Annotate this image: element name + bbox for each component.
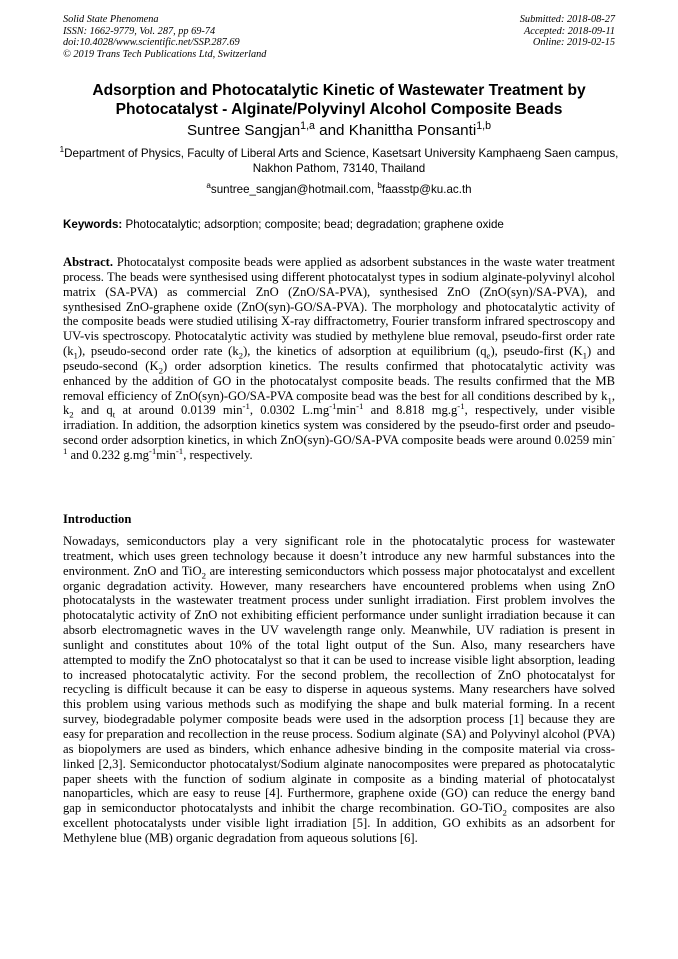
abstract-text: min xyxy=(156,447,176,462)
submitted-date: Submitted: 2018-08-27 xyxy=(519,14,615,25)
abstract-sup: -1 xyxy=(457,401,465,412)
issn-line: ISSN: 1662-9779, Vol. 287, pp 69-74 xyxy=(63,25,216,37)
intro-sub: 2 xyxy=(502,807,507,818)
keywords-text: Photocatalytic; adsorption; composite; bead; degradation; graphene oxide xyxy=(122,218,504,231)
email-line xyxy=(40,183,638,198)
author-list xyxy=(40,121,638,140)
accepted-date: Accepted: 2018-09-11 xyxy=(523,25,615,37)
abstract-sup: -1 xyxy=(329,401,337,412)
title-line-1: Adsorption and Photocatalytic Kinetic of Wastewater Treatment by xyxy=(92,82,586,99)
abstract-text: ), pseudo-second order rate (k xyxy=(77,344,239,359)
email-a: suntree_sangjan@hotmail.com, xyxy=(210,183,378,196)
journal-info xyxy=(63,14,266,60)
keywords-label: Keywords: xyxy=(63,218,123,231)
abstract-sub: 1 xyxy=(582,350,587,361)
intro-sub: 2 xyxy=(201,570,206,581)
abstract-sub: 2 xyxy=(69,409,74,420)
section-heading-introduction: Introduction xyxy=(63,512,132,526)
journal-name: Solid State Phenomena xyxy=(63,14,159,25)
abstract-text: , respectively, under visible irradiation. In addition, the adsorption kinetics system was considered by the pseudo-first order and pseudo-second order adsorption kinetics, in which ZnO(syn)-GO/SA-PVA composite beads were around 0.0259 min xyxy=(63,403,615,448)
abstract-sub: t xyxy=(112,409,116,420)
abstract-text: ), the kinetics of adsorption at equilibrium (q xyxy=(243,344,487,359)
abstract-sup: -1 xyxy=(63,430,615,456)
keywords xyxy=(63,218,615,233)
paper-title xyxy=(40,81,638,119)
abstract-sub: 2 xyxy=(238,350,244,361)
abstract-sup: -1 xyxy=(175,445,184,456)
abstract-text: ) order adsorption kinetics. The results confirmed that photocatalytic activity was enhanced by the addition of GO in the photocatalyst composite beads. The results confirmed that the MB removal efficiency of ZnO(syn)-GO/SA-PVA composite bead was the best for all conditions described by k xyxy=(63,358,616,403)
abstract xyxy=(63,255,615,463)
intro-text: Nowadays, semiconductors play a very significant role in the photocatalytic process for wastewater treatment, which uses green technology because it doesn’t introduce any new harmful substances into the environment. ZnO and TiO xyxy=(63,534,615,578)
email-b: faasstp@ku.ac.th xyxy=(381,183,472,196)
abstract-text: at around 0.0139 min xyxy=(115,403,243,418)
abstract-sup: -1 xyxy=(242,401,250,412)
abstract-sub: 1 xyxy=(607,395,612,406)
intro-text: are interesting semiconductors which possess major photocatalyst and excellent organic degradation activity. However, many researchers have encountered problems when using ZnO photocatalysts in the wastewater treatment process under sunlight irradiation. First problem involves the photocatalytic activity of ZnO not exhibiting efficient performance under sunlight irradiation because it can absorb electromagnetic waves in the UV wavelength range only. Meanwhile, UV radiation is present in sunlight and constitutes about 10% of the total light output of the Sun. Also, many researchers have attempted to modify the ZnO photocatalyst so that it can be used to increase visible light absorption, leading to increased photocatalytic activity. For the second problem, the recollection of ZnO photocatalyst for recycling is difficult because it can be easy to disperse in aqueous systems. Many researchers have solved this problem using various methods such as modifying the shape and bulk material forming. In a recent survey, biodegradable polymer composite beads were used in the adsorption process [1] because they are easy for preparation and recollection in the reuse process. Sodium alginate (SA) and Polyvinyl alcohol (PVA) as biopolymers are used as binders, which enhance adhesive binding in the composite material via cross-linked [2,3]. Semiconductor photocatalyst/Sodium alginate nanocomposites were prepared as photocatalytic paper sheets with the function of sodium alginate in composite as a binding material of photocatalyst nanoparticles, which are easy to reuse [4]. Furthermore, graphene oxide (GO) can reduce the energy band gap in semiconductor photocatalysts and inhibit the charge recombination. GO-TiO xyxy=(63,563,615,816)
abstract-sub: 1 xyxy=(73,350,78,361)
author-1-marker: 1,a xyxy=(300,119,315,132)
abstract-text: , k xyxy=(63,388,615,418)
email-b-marker: b xyxy=(377,181,382,191)
abstract-text: min xyxy=(336,403,357,418)
abstract-label: Abstract. xyxy=(63,255,114,269)
abstract-sub: 2 xyxy=(158,365,163,376)
title-line-2: Photocatalyst - Alginate/Polyvinyl Alcohol Composite Beads xyxy=(115,101,563,118)
abstract-text: ) and pseudo-second (K xyxy=(63,344,616,373)
email-a-marker: a xyxy=(206,181,211,191)
affiliation-text: Department of Physics, Faculty of Liberal Arts and Science, Kasetsart University Kamphaeng Saen campus, Nakhon Pathom, 73140, Thailand xyxy=(64,147,619,175)
author-2-marker: 1,b xyxy=(476,119,491,132)
abstract-sub: e xyxy=(486,350,491,361)
abstract-text: and q xyxy=(73,403,113,418)
affiliation xyxy=(52,147,626,176)
online-date: Online: 2019-02-15 xyxy=(532,37,615,49)
abstract-sup: -1 xyxy=(356,401,364,412)
intro-text: composites are also excellent photocatalysts under visible light irradiation [5]. In addition, GO exhibits as an adsorbent for Methylene blue (MB) organic degradation from aqueous solutions [6]. xyxy=(63,801,615,845)
dates-info xyxy=(520,14,615,49)
doi-line: doi:10.4028/www.scientific.net/SSP.287.69 xyxy=(63,37,240,49)
abstract-text: and 0.232 g.mg xyxy=(67,447,149,462)
abstract-text: Photocatalyst composite beads were applied as adsorbent substances in the waste water treatment process. The beads were synthesised using different photocatalyst types in sodium alginate-polyvinyl alcohol matrix (SA-PVA) as commercial ZnO (ZnO/SA-PVA), synthesised ZnO (ZnO(syn)/SA-PVA), and synthesised ZnO-graphene oxide (ZnO(syn)-GO/SA-PVA). The morphology and photocatalytic activity of the composite beads were studied utilising X-ray diffractometry, Fourier transform infrared spectroscopy and UV-vis spectroscopy. Photocatalytic activity was studied by methylene blue removal, pseudo-first order rate (k xyxy=(63,255,615,359)
abstract-text: ), pseudo-first (K xyxy=(490,344,583,359)
author-connector: and xyxy=(314,122,349,139)
abstract-sup: -1 xyxy=(148,445,157,456)
abstract-text: and 8.818 mg.g xyxy=(363,403,458,418)
abstract-text: , respectively. xyxy=(183,447,253,462)
author-1: Suntree Sangjan xyxy=(187,122,301,139)
copyright-line: © 2019 Trans Tech Publications Ltd, Switzerland xyxy=(63,48,267,60)
affiliation-marker: 1 xyxy=(59,145,65,155)
introduction-body xyxy=(63,534,615,846)
abstract-text: , 0.0302 L.mg xyxy=(249,403,330,418)
author-2: Khanittha Ponsanti xyxy=(348,122,477,139)
